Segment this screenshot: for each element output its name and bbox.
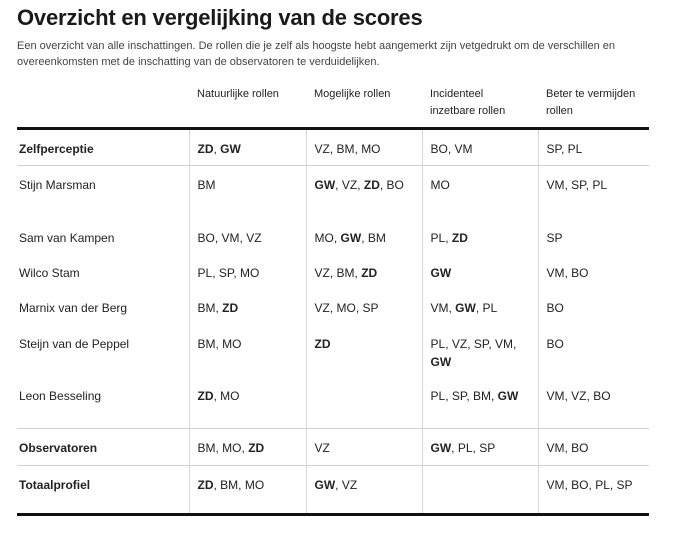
role-code: ZD [197,478,214,492]
column-header-mogelijke-rollen: Mogelijke rollen [314,88,391,100]
role-code: ZD [197,388,214,403]
beter-te-vermijden-rollen-cell [538,289,649,325]
incidenteel-inzetbare-rollen-cell: VM, GW, PL [422,289,538,325]
role-code: BM [197,178,216,192]
table-row [17,166,649,219]
role-code: VZ [246,230,262,245]
role-code: VZ [571,388,587,403]
role-code: PL [592,178,607,192]
role-code: MO [430,178,450,192]
beter-te-vermijden-rollen-cell: VM, BO [538,429,649,466]
role-code: VM [430,300,449,315]
column-header-beter-te-vermijden-rollen: Beter te vermijden rollen [546,88,636,117]
role-code: MO [314,230,334,245]
role-code: MO [244,478,265,492]
mogelijke-rollen-cell [306,377,422,429]
table-row [17,325,649,377]
row-name: Steijn van de Peppel [19,336,130,351]
incidenteel-inzetbare-rollen-cell [422,466,538,515]
role-code: BM [197,441,216,455]
role-code: SP [546,142,561,156]
role-code: PL [430,230,446,245]
role-code: PL [595,478,610,492]
role-code: MO [240,265,260,280]
role-code: VM [546,441,565,455]
role-code: VZ [341,178,358,192]
column-header-incidenteel-inzetbare-rollen: Incidenteel inzetbare rollen [430,88,506,117]
role-code: GW [430,354,452,369]
role-code: SP [473,336,489,351]
role-code: BO [571,441,589,455]
role-code: VZ [314,265,330,280]
intro-text: Een overzicht van alle inschattingen. De rollen die je zelf als hoogste hebt aangemerkt zijn vetgedrukt om de verschillen en overeenkomsten met de inschatting van de observatoren te verduidelijken. [17,40,616,68]
role-code: GW [340,230,362,245]
role-code: VZ [314,300,330,315]
role-code: PL [567,142,583,156]
role-code: PL [197,265,213,280]
page-title: Overzicht en vergelijking van de scores [17,5,423,30]
role-code: BM [197,336,216,351]
role-code: MO [361,142,381,156]
role-code: BO [546,300,564,315]
incidenteel-inzetbare-rollen-cell [422,254,538,289]
row-name: Totaalprofiel [19,478,91,492]
role-code: GW [314,178,336,192]
incidenteel-inzetbare-rollen-cell: GW, PL, SP [422,429,538,466]
role-code: GW [430,441,452,455]
role-code: BO [546,336,564,351]
role-code: ZD [363,178,380,192]
role-code: MO [222,441,242,455]
mogelijke-rollen-cell [306,429,422,466]
role-code: BO [430,142,448,156]
table-row [17,129,649,166]
role-code: BM [220,478,239,492]
role-code: PL [457,441,473,455]
role-code: VM [221,230,240,245]
role-code: GW [497,388,519,403]
role-code: VM [546,178,565,192]
role-code: SP [451,388,467,403]
role-code: MO [222,336,242,351]
mogelijke-rollen-cell: GW, VZ, ZD, BO [306,166,422,219]
natuurlijke-rollen-cell [189,166,306,219]
incidenteel-inzetbare-rollen-cell [422,166,538,219]
incidenteel-inzetbare-rollen-cell: PL, SP, BM, GW [422,377,538,429]
role-code: VM [546,265,565,280]
role-code: BO [571,478,589,492]
mogelijke-rollen-cell: VZ, MO, SP [306,289,422,325]
role-code: VZ [451,336,468,351]
role-code: PL [482,300,498,315]
beter-te-vermijden-rollen-cell: VM, BO, PL, SP [538,466,649,515]
column-header-name [17,80,189,129]
role-code: PL [430,336,446,351]
natuurlijke-rollen-cell: PL, SP, MO [189,254,306,289]
role-code: SP [616,478,633,492]
beter-te-vermijden-rollen-cell: SP, PL [538,129,649,166]
role-code: SP [218,265,234,280]
scores-table [17,80,649,516]
table-row [17,289,649,325]
row-name: Observatoren [19,441,98,455]
role-code: BO [571,265,589,280]
table-header-row [17,80,649,129]
role-code: BM [197,300,216,315]
beter-te-vermijden-rollen-cell: VM, BO [538,254,649,289]
incidenteel-inzetbare-rollen-cell: PL, VZ, SP, VM, GW [422,325,538,377]
row-name: Leon Besseling [19,388,102,403]
role-code: VZ [314,142,330,156]
table-row [17,254,649,289]
row-name: Zelfperceptie [19,142,94,156]
role-code: SP [571,178,586,192]
natuurlijke-rollen-cell: ZD, GW [189,129,306,166]
mogelijke-rollen-cell: MO, GW, BM [306,219,422,254]
table-row [17,219,649,254]
role-code: BO [197,230,215,245]
role-code: VZ [314,441,330,455]
role-code: MO [220,388,240,403]
role-code: ZD [248,441,265,455]
role-code: ZD [451,230,468,245]
role-code: SP [362,300,379,315]
beter-te-vermijden-rollen-cell: VM, SP, PL [538,166,649,219]
role-code: VM [546,388,565,403]
role-code: ZD [222,300,239,315]
natuurlijke-rollen-cell: ZD, BM, MO [189,466,306,515]
role-code: BO [593,388,611,403]
role-code: BO [386,178,404,192]
role-code: BM [473,388,491,403]
natuurlijke-rollen-cell: BM, MO, ZD [189,429,306,466]
role-code: BM [336,142,355,156]
role-code: GW [455,300,476,315]
role-code: BM [367,230,386,245]
role-code: VM [495,336,514,351]
natuurlijke-rollen-cell: ZD, MO [189,377,306,429]
role-code: PL [430,388,446,403]
role-code: MO [336,300,356,315]
role-code: ZD [361,265,378,280]
mogelijke-rollen-cell: VZ, BM, MO [306,129,422,166]
mogelijke-rollen-cell: VZ, BM, ZD [306,254,422,289]
role-code: GW [314,478,336,492]
table-row [17,377,649,429]
column-header-natuurlijke-rollen: Natuurlijke rollen [197,88,279,100]
natuurlijke-rollen-cell: BM, MO [189,325,306,377]
row-name: Stijn Marsman [19,178,96,192]
role-code: BM [336,265,355,280]
role-code: VZ [341,478,358,492]
row-name: Wilco Stam [19,265,80,280]
role-code: VM [546,478,565,492]
role-code: VM [454,142,473,156]
role-code: GW [430,265,452,280]
natuurlijke-rollen-cell: BM, ZD [189,289,306,325]
role-code: SP [479,441,496,455]
row-name: Sam van Kampen [19,230,115,245]
row-name: Marnix van der Berg [19,300,128,315]
natuurlijke-rollen-cell: BO, VM, VZ [189,219,306,254]
role-code: GW [220,142,241,156]
beter-te-vermijden-rollen-cell [538,219,649,254]
mogelijke-rollen-cell: GW, VZ [306,466,422,515]
table-row [17,466,649,515]
incidenteel-inzetbare-rollen-cell: PL, ZD [422,219,538,254]
beter-te-vermijden-rollen-cell: VM, VZ, BO [538,377,649,429]
mogelijke-rollen-cell [306,325,422,377]
role-code: ZD [314,336,331,351]
beter-te-vermijden-rollen-cell [538,325,649,377]
role-code: SP [546,230,563,245]
table-row [17,429,649,466]
role-code: ZD [197,142,214,156]
incidenteel-inzetbare-rollen-cell: BO, VM [422,129,538,166]
table-body [17,129,649,515]
